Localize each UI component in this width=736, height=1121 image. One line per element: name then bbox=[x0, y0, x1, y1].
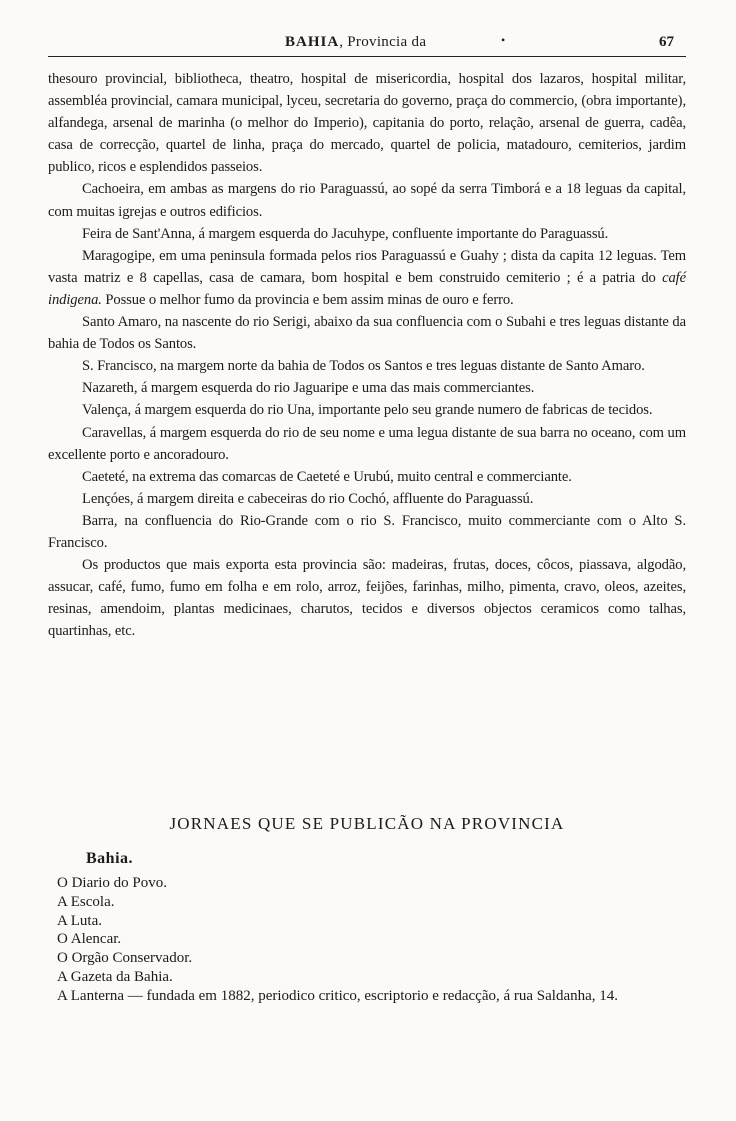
list-item: O Alencar. bbox=[57, 931, 122, 948]
paragraph-santo-amaro: Santo Amaro, na nascente do rio Serigi, abaixo da sua confluencia com o Subahi e tres leguas distante da bahia de Todos os Santos. bbox=[48, 314, 686, 353]
paragraph-barra: Barra, na confluencia do Rio-Grande com o rio S. Francisco, muito commerciante com o Alto S. Francisco. bbox=[48, 512, 686, 551]
paragraph-salvador-continued: thesouro provincial, bibliotheca, theatro, hospital de misericordia, hospital dos lazaros, hospital militar, assembléa provincial, camara municipal, lyceu, secretaria do governo, praça do commercio, (obra importante), alfandega, arsenal de marinha (o melhor do Imperio), capitania do porto, relação, arsenal de guerra, cadêa, casa de correcção, quartel de linha, praça do mercado, quartel de policia, matadouro, cemiterios, jardim publico, ricos e esplendidos passeios. bbox=[48, 71, 686, 176]
paragraph-cachoeira: Cachoeira, em ambas as margens do rio Paraguassú, ao sopé da serra Timborá e a 18 leguas da capital, com muitas igrejas e outros edificios. bbox=[48, 181, 686, 220]
list-item: O Orgão Conservador. bbox=[57, 950, 193, 967]
running-title-rest: , Provincia da bbox=[339, 34, 427, 50]
running-title-bold: BAHIA bbox=[285, 34, 340, 50]
paragraph-caetete: Caeteté, na extrema das comarcas de Caeteté e Urubú, muito central e commerciante. bbox=[82, 468, 572, 485]
paragraph-productos: Os productos que mais exporta esta provincia são: madeiras, frutas, doces, côcos, piassava, algodão, assucar, café, fumo, fumo em folha e em rolo, arroz, feijões, farinhas, milho, pimenta, cravo, oleos, azeites, resinas, amendoim, plantas medicinaes, charutos, tecidos e diversos objectos ceramicos como talhas, quartinhas, etc. bbox=[48, 557, 686, 640]
paragraph-caravellas: Caravellas, á margem esquerda do rio de seu nome e uma legua distante de sua barra no oceano, com um excellente porto e ancoradouro. bbox=[48, 424, 686, 463]
paragraph-nazareth: Nazareth, á margem esquerda do rio Jaguaripe e uma das mais commerciantes. bbox=[82, 380, 535, 397]
paragraph-maragogipe bbox=[48, 245, 686, 311]
newspaper-list bbox=[57, 874, 687, 1006]
body-text bbox=[48, 68, 686, 642]
list-item: A Gazeta da Bahia. bbox=[57, 968, 173, 985]
list-item: A Luta. bbox=[57, 912, 102, 929]
header-mark: • bbox=[501, 33, 506, 47]
page-number: 67 bbox=[659, 34, 674, 50]
paragraph-sao-francisco: S. Francisco, na margem norte da bahia de Todos os Santos e tres leguas distante de Santo Amaro. bbox=[82, 358, 645, 375]
paragraph-lencoes: Lençóes, á margem direita e cabeceiras do rio Cochó, affluente do Paraguassú. bbox=[82, 490, 534, 507]
section-city: Bahia. bbox=[86, 850, 134, 867]
list-item: A Lanterna — fundada em 1882, periodico critico, escriptorio e redacção, á rua Saldanha, 14. bbox=[57, 987, 619, 1004]
maragogipe-italic: café indigena. bbox=[48, 269, 686, 308]
paragraph-valenca: Valença, á margem esquerda do rio Una, importante pelo seu grande numero de fabricas de tecidos. bbox=[82, 402, 653, 419]
running-title bbox=[285, 34, 426, 51]
running-header bbox=[48, 34, 686, 57]
list-item: A Escola. bbox=[57, 893, 115, 910]
section-title: JORNAES QUE SE PUBLICÃO NA PROVINCIA bbox=[169, 814, 565, 833]
paragraph-feira-de-santanna: Feira de Sant'Anna, á margem esquerda do Jacuhype, confluente importante do Paraguassú. bbox=[82, 225, 609, 242]
maragogipe-text-before: Maragogipe, em uma peninsula formada pelos rios Paraguassú e Guahy ; dista da capita 12 leguas. Tem vasta matriz e 8 capellas, casa de camara, bom hospital e bem construido cemiterio ; é a patria do bbox=[48, 247, 686, 286]
maragogipe-text-after: Possue o melhor fumo da provincia e bem assim minas de ouro e ferro. bbox=[101, 291, 514, 308]
list-item: O Diario do Povo. bbox=[57, 875, 167, 891]
